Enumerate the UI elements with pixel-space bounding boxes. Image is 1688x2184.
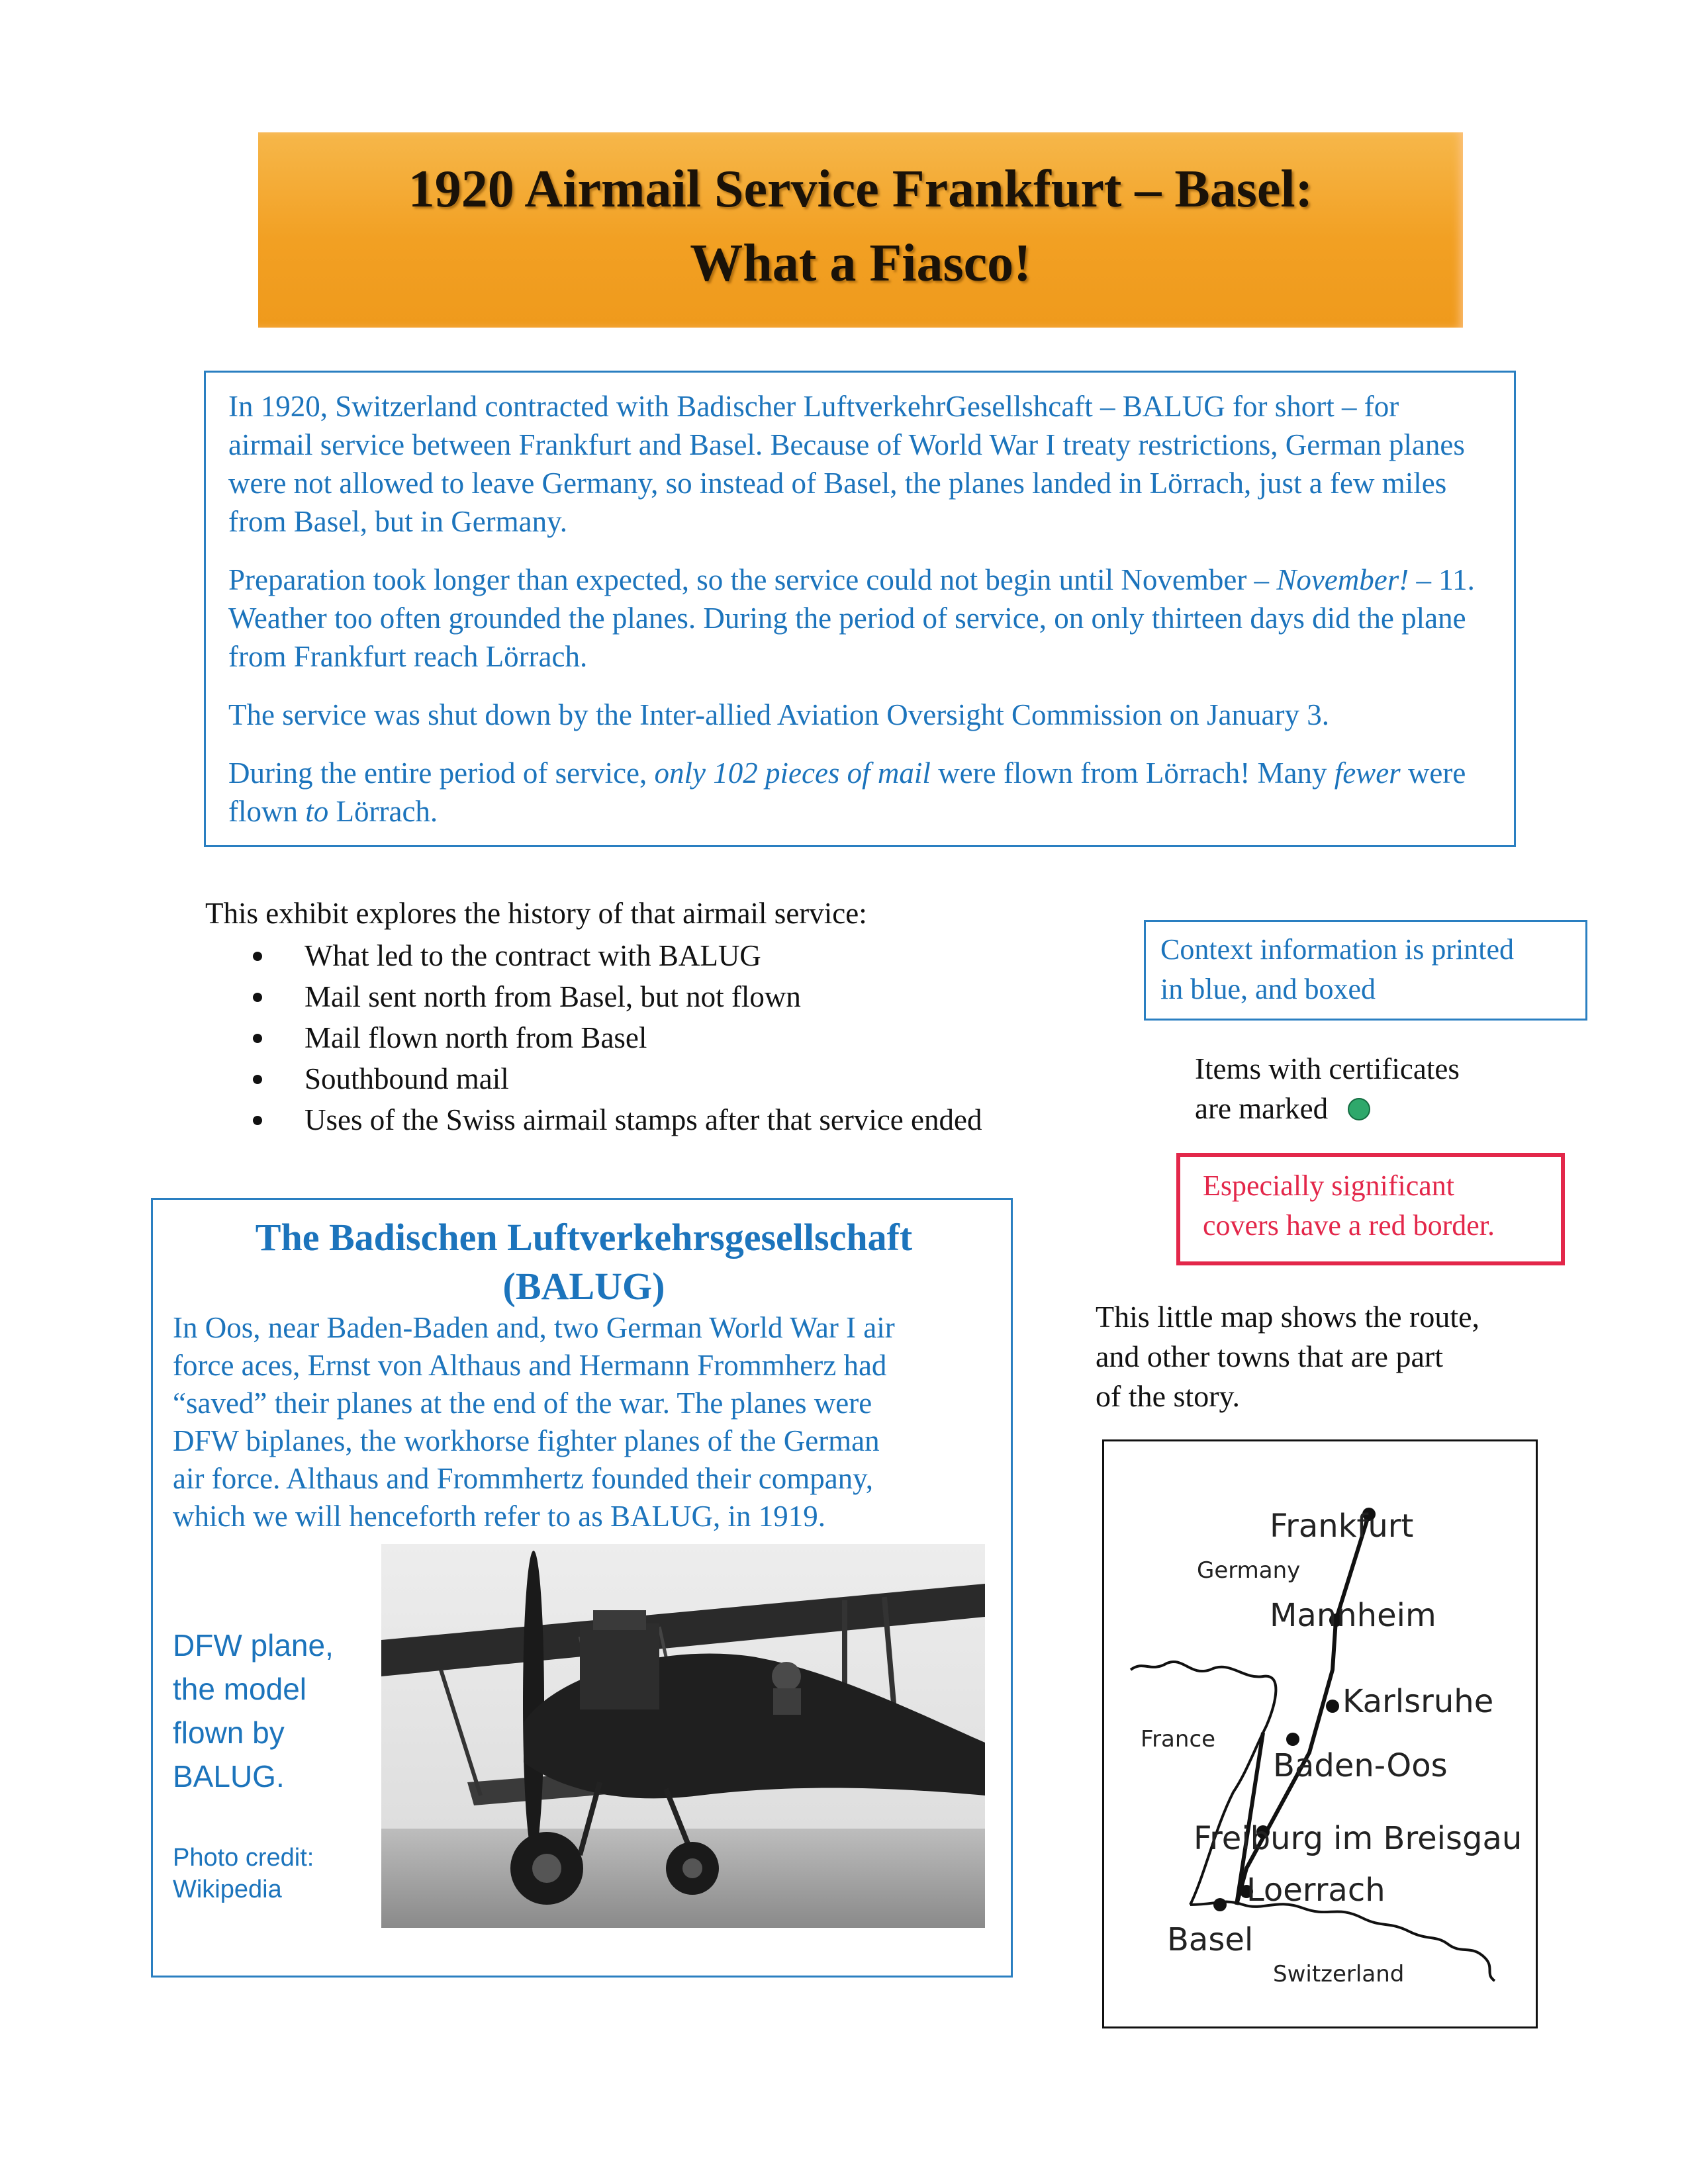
map-caption-line-3: of the story. xyxy=(1096,1379,1241,1413)
photo-caption xyxy=(173,1623,352,1798)
balug-body-line: which we will henceforth refer to as BALUG, in 1919. xyxy=(173,1500,825,1533)
map-city-karlsruhe: Karlsruhe xyxy=(1342,1683,1494,1720)
biplane-photo xyxy=(381,1544,985,1928)
balug-context-box xyxy=(151,1198,1013,1978)
list-item-text: What led to the contract with BALUG xyxy=(305,939,761,972)
page-title: 1920 Airmail Service Frankfurt – Basel: xyxy=(408,160,1313,218)
legend-red-line-2: covers have a red border. xyxy=(1203,1209,1495,1242)
intro-paragraph-4 xyxy=(228,754,1487,831)
list-item xyxy=(252,935,982,976)
photo-caption-line: DFW plane, xyxy=(173,1628,334,1662)
bullet-icon xyxy=(253,993,262,1002)
intro-p2-text: Preparation took longer than expected, so the service could not begin until November – xyxy=(228,563,1277,596)
exhibit-list xyxy=(252,935,982,1140)
exhibit-intro: This exhibit explores the history of that airmail service: xyxy=(205,897,867,930)
legend-context-line-2: in blue, and boxed xyxy=(1160,973,1376,1005)
photo-credit-line: Wikipedia xyxy=(173,1876,282,1903)
list-item-text: Uses of the Swiss airmail stamps after that service ended xyxy=(305,1103,982,1136)
intro-p2-text-end: – 11. Weather too often grounded the planes. During the period of service, on only thirteen days did the plane from Frankfurt reach Lörrach. xyxy=(228,563,1475,673)
legend-cert-line-2: are marked xyxy=(1195,1092,1329,1125)
legend-context-box xyxy=(1144,920,1587,1021)
map-city-frankfurt: Frankfurt xyxy=(1270,1508,1414,1545)
balug-body-line: In Oos, near Baden-Baden and, two German World War I air xyxy=(173,1311,895,1344)
photo-caption-line: BALUG. xyxy=(173,1759,285,1794)
balug-body-line: “saved” their planes at the end of the war. The planes were xyxy=(173,1387,872,1420)
balug-body-line: air force. Althaus and Frommhertz founded their company, xyxy=(173,1462,874,1495)
map-city-baden-oos: Baden-Oos xyxy=(1273,1747,1448,1784)
bullet-icon xyxy=(253,1034,262,1043)
photo-credit-line: Photo credit: xyxy=(173,1844,314,1872)
bullet-icon xyxy=(253,952,262,961)
list-item xyxy=(252,1058,982,1099)
map-country-germany: Germany xyxy=(1197,1557,1301,1584)
map-country-france: France xyxy=(1141,1726,1216,1752)
intro-p4-text-mid: were flown from Lörrach! Many xyxy=(930,756,1335,790)
balug-body xyxy=(173,1309,1000,1535)
legend-cert-line-1: Items with certificates xyxy=(1195,1052,1460,1085)
intro-p2-emphasis: November! xyxy=(1276,563,1409,596)
photo-caption-line: the model xyxy=(173,1672,307,1706)
list-item xyxy=(252,1099,982,1140)
certificate-dot-icon xyxy=(1348,1098,1370,1120)
list-item xyxy=(252,976,982,1017)
list-item-text: Mail flown north from Basel xyxy=(305,1021,647,1054)
intro-p4-text-end: Lörrach. xyxy=(328,795,438,828)
map-city-basel: Basel xyxy=(1167,1921,1254,1958)
list-item-text: Southbound mail xyxy=(305,1062,509,1095)
map-caption xyxy=(1096,1297,1559,1416)
legend-cert-line-2-row xyxy=(1195,1089,1460,1128)
title-banner xyxy=(258,132,1463,328)
balug-heading-line-2: (BALUG) xyxy=(502,1265,665,1308)
intro-p4-text-mid2: were flown xyxy=(228,756,1466,828)
intro-p4-emphasis-to: to xyxy=(305,795,329,828)
intro-p4-text: During the entire period of service, xyxy=(228,756,655,790)
intro-paragraph-2 xyxy=(228,561,1487,676)
intro-p4-emphasis-count: only 102 pieces of mail xyxy=(654,756,931,790)
intro-paragraph-3: The service was shut down by the Inter-allied Aviation Oversight Commission on January 3. xyxy=(228,698,1329,731)
list-item-text: Mail sent north from Basel, but not flown xyxy=(305,980,801,1013)
intro-paragraph-1: In 1920, Switzerland contracted with Badischer LuftverkehrGesellshcaft – BALUG for short – for airmail service between Frankfurt and Basel. Because of World War I treaty restrictions, German planes were not allowed to leave Germany, so instead of Basel, the planes landed in Lörrach, just a few miles from Basel, but in Germany. xyxy=(228,390,1465,538)
legend-red-line-1: Especially significant xyxy=(1203,1169,1454,1202)
intro-context-box xyxy=(204,371,1516,847)
legend-certificates xyxy=(1195,1049,1460,1128)
map-city-loerrach: Loerrach xyxy=(1246,1872,1385,1909)
map-city-mannheim: Mannheim xyxy=(1270,1597,1436,1634)
legend-significant-box xyxy=(1176,1153,1565,1265)
bullet-icon xyxy=(253,1075,262,1084)
page-title-subtitle: What a Fiasco! xyxy=(690,234,1031,293)
intro-p4-emphasis-fewer: fewer xyxy=(1334,756,1401,790)
map-caption-line-2: and other towns that are part xyxy=(1096,1340,1443,1373)
map-country-switzerland: Switzerland xyxy=(1273,1961,1405,1987)
list-item xyxy=(252,1017,982,1058)
balug-body-line: force aces, Ernst von Althaus and Hermann Frommherz had xyxy=(173,1349,887,1382)
bullet-icon xyxy=(253,1116,262,1125)
map-city-freiburg: Freiburg im Breisgau xyxy=(1194,1820,1523,1857)
photo-caption-line: flown by xyxy=(173,1715,285,1750)
balug-body-line: DFW biplanes, the workhorse fighter planes of the German xyxy=(173,1424,880,1457)
photo-credit xyxy=(173,1842,352,1905)
balug-heading xyxy=(153,1213,1015,1311)
balug-heading-line-1: The Badischen Luftverkehrsgesellschaft xyxy=(255,1216,913,1259)
map-caption-line-1: This little map shows the route, xyxy=(1096,1300,1480,1334)
legend-context-line-1: Context information is printed xyxy=(1160,933,1515,966)
route-map xyxy=(1102,1439,1538,2028)
